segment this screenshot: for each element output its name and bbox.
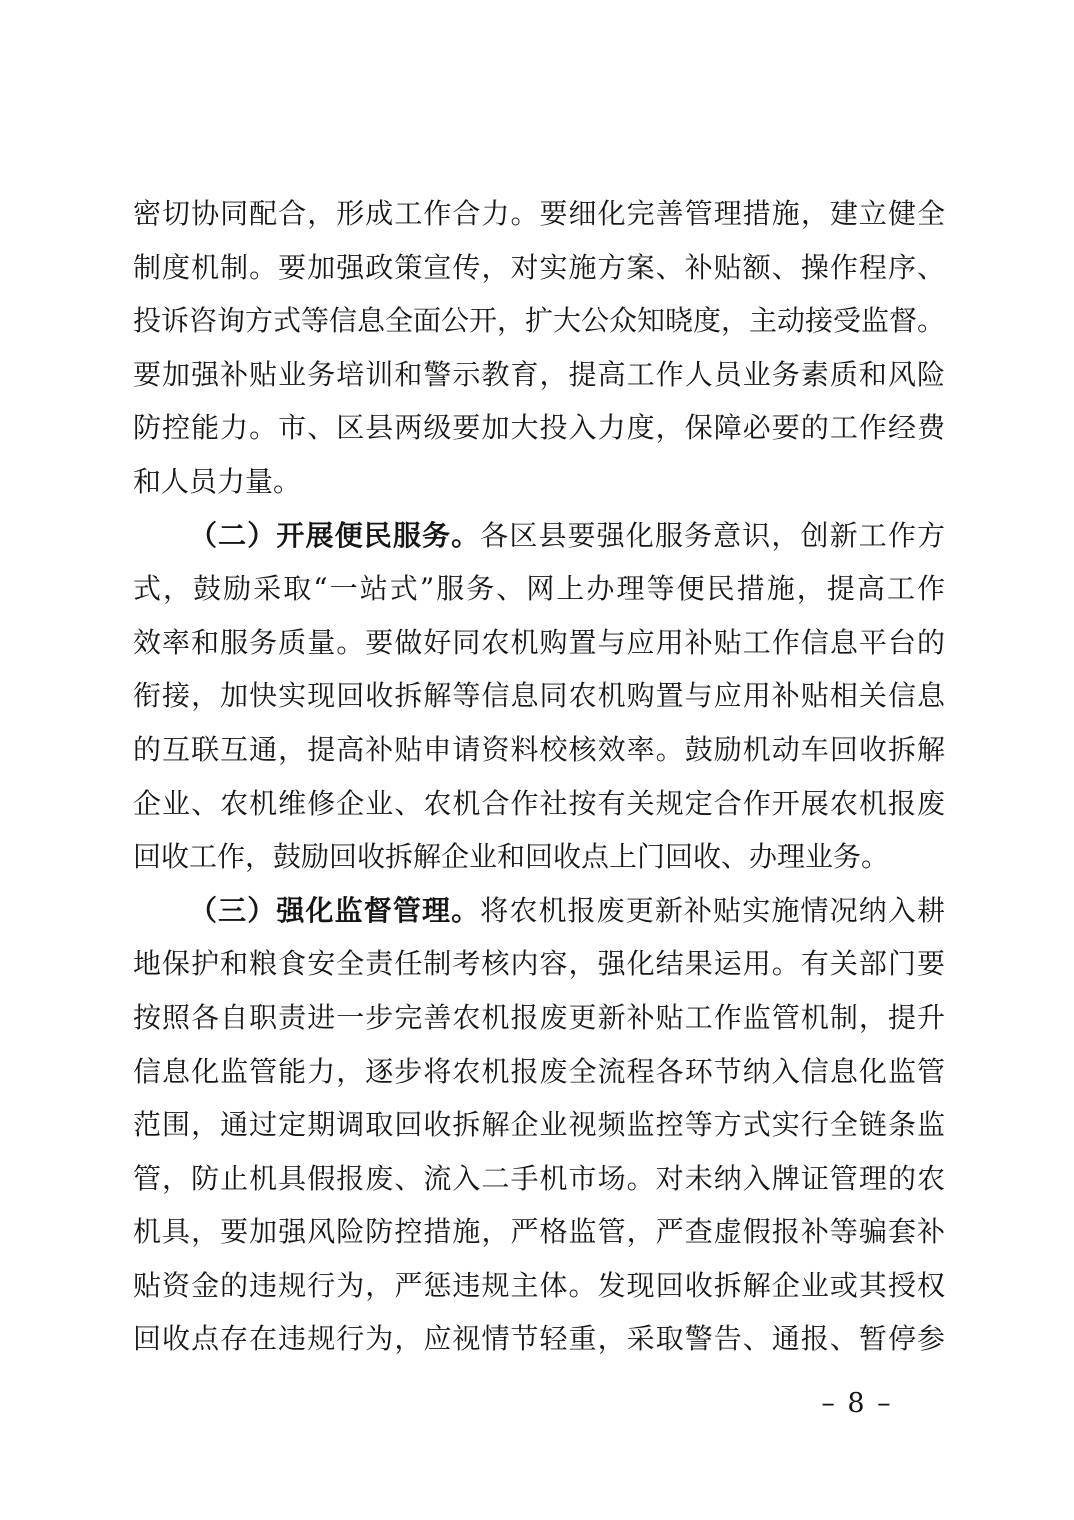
text-line [133,241,945,295]
paragraph [133,884,945,1366]
body-text-segment: 地保护和粮食安全责任制考核内容，强化结果运用。有关部门要 [133,947,945,981]
text-line [133,884,945,938]
text-line [133,1205,945,1259]
text-line [133,294,945,348]
body-text-segment: 企业、农机维修企业、农机合作社按有关规定合作开展农机报废 [133,786,945,820]
text-line [133,777,945,831]
body-text-segment: 回收点存在违规行为，应视情节轻重，采取警告、通报、暂停参 [133,1322,945,1356]
body-text-segment: 制度机制。要加强政策宣传，对实施方案、补贴额、操作程序、 [133,250,945,284]
body-text-segment: 按照各自职责进一步完善农机报废更新补贴工作监管机制，提升 [133,1000,945,1034]
text-line [133,723,945,777]
body-text-segment: 密切协同配合，形成工作合力。要细化完善管理措施，建立健全 [133,197,945,230]
text-line [133,937,945,991]
text-line [133,187,945,241]
body-text-segment: 范围，通过定期调取回收拆解企业视频监控等方式实行全链条监 [133,1108,945,1142]
text-line [133,616,945,670]
text-line [133,1312,945,1366]
body-text-segment: 的互联互通，提高补贴申请资料校核效率。鼓励机动车回收拆解 [133,732,945,766]
body-text-segment: 式，鼓励采取“一站式”服务、网上办理等便民措施，提高工作 [133,572,945,606]
body-text-segment: 管，防止机具假报废、流入二手机市场。对未纳入牌证管理的农 [133,1161,945,1195]
body-text-segment: 各区县要强化服务意识，创新工作方 [480,518,945,552]
body-text-segment: 机具，要加强风险防控措施，严格监管，严查虚假报补等骗套补 [133,1215,945,1249]
text-line [133,562,945,616]
body-text-segment: 衔接，加快实现回收拆解等信息同农机购置与应用补贴相关信息 [133,679,945,713]
text-line [133,1152,945,1206]
body-text-segment: 将农机报废更新补贴实施情况纳入耕 [480,893,945,927]
section-heading-text: （二）开展便民服务。 [189,518,481,552]
text-line [133,401,945,455]
body-text-segment: 效率和服务质量。要做好同农机购置与应用补贴工作信息平台的 [133,625,945,659]
body-text-segment: 贴资金的违规行为，严惩违规主体。发现回收拆解企业或其授权 [133,1268,945,1302]
text-line [133,830,945,884]
body-text-segment: 和人员力量。 [133,464,302,498]
text-line [133,669,945,723]
body-text-segment: 防控能力。市、区县两级要加大投入力度，保障必要的工作经费 [133,411,945,445]
paragraph [133,187,945,509]
page-number: – 8 – [821,1388,893,1419]
text-line [133,991,945,1045]
text-line [133,455,945,509]
text-line [133,509,945,563]
body-text-segment: 要加强补贴业务培训和警示教育，提高工作人员业务素质和风险 [133,357,945,391]
text-line [133,1045,945,1099]
text-line [133,1259,945,1313]
body-text-segment: 回收工作，鼓励回收拆解企业和回收点上门回收、办理业务。 [133,840,890,874]
document-body [133,187,945,1366]
body-text-segment: 信息化监管能力，逐步将农机报废全流程各环节纳入信息化监管 [133,1054,945,1088]
paragraph [133,509,945,884]
text-line [133,1098,945,1152]
text-line [133,348,945,402]
section-heading-text: （三）强化监督管理。 [189,893,481,927]
body-text-segment: 投诉咨询方式等信息全面公开，扩大公众知晓度，主动接受监督。 [133,304,946,338]
